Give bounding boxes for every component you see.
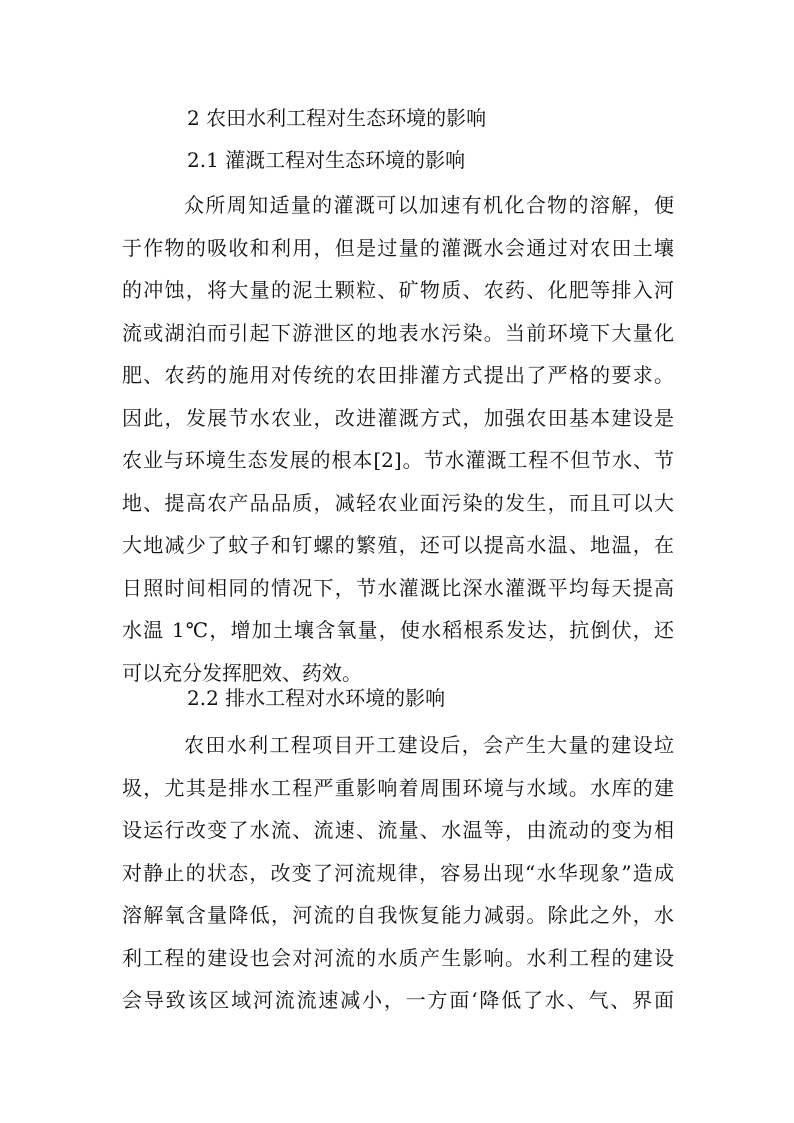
paragraph-line: 溶解氧含量降低，河流的自我恢复能力减弱。除此之外，水 xyxy=(122,903,674,927)
paragraph-line: 众所周知适量的灌溉可以加速有机化合物的溶解，便 xyxy=(184,193,674,217)
paragraph-line: 的冲蚀，将大量的泥土颗粒、矿物质、农药、化肥等排入河 xyxy=(122,278,674,302)
paragraph-line: 会导致该区域河流流速减小，一方面‘降低了水、气、界面 xyxy=(122,988,674,1012)
paragraph-drainage xyxy=(122,724,674,1022)
paragraph-line: 肥、农药的施用对传统的农田排灌方式提出了严格的要求。 xyxy=(122,363,674,387)
paragraph-line: 因此，发展节水农业，改进灌溉方式，加强农田基本建设是 xyxy=(122,405,674,430)
paragraph-line: 水温 1℃，增加土壤含氧量，使水稻根系发达，抗倒伏，还 xyxy=(122,618,674,642)
paragraph-line: 农业与环境生态发展的根本[2]。节水灌溉工程不但节水、节 xyxy=(122,448,674,472)
paragraph-line: 圾，尤其是排水工程严重影响着周围环境与水域。水库的建 xyxy=(122,775,674,800)
paragraph-line: 利工程的建设也会对河流的水质产生影响。水利工程的建设 xyxy=(122,945,674,970)
subsection-heading-2-1: 2.1 灌溉工程对生态环境的影响 xyxy=(187,148,466,172)
paragraph-line: 设运行改变了水流、流速、流量、水温等，由流动的变为相 xyxy=(122,818,674,842)
paragraph-line: 日照时间相同的情况下，节水灌溉比深水灌溉平均每天提高 xyxy=(122,575,674,600)
paragraph-line: 对静止的状态，改变了河流规律，容易出现“水华现象”造成 xyxy=(122,860,674,885)
paragraph-line: 农田水利工程项目开工建设后，会产生大量的建设垃 xyxy=(184,733,674,757)
paragraph-irrigation xyxy=(122,184,674,694)
paragraph-line: 地、提高农产品品质，减轻农业面污染的发生，而且可以大 xyxy=(122,490,674,515)
subsection-heading-2-2: 2.2 排水工程对水环境的影响 xyxy=(187,686,446,710)
section-heading-2: 2 农田水利工程对生态环境的影响 xyxy=(187,106,487,130)
paragraph-line: 于作物的吸收和利用，但是过量的灌溉水会通过对农田土壤 xyxy=(122,235,674,260)
paragraph-line: 大地减少了蚊子和钉螺的繁殖，还可以提高水温、地温，在 xyxy=(122,533,674,557)
paragraph-line: 可以充分发挥肥效、药效。 xyxy=(122,660,362,685)
paragraph-line: 流或湖泊而引起下游泄区的地表水污染。当前环境下大量化 xyxy=(122,320,674,345)
